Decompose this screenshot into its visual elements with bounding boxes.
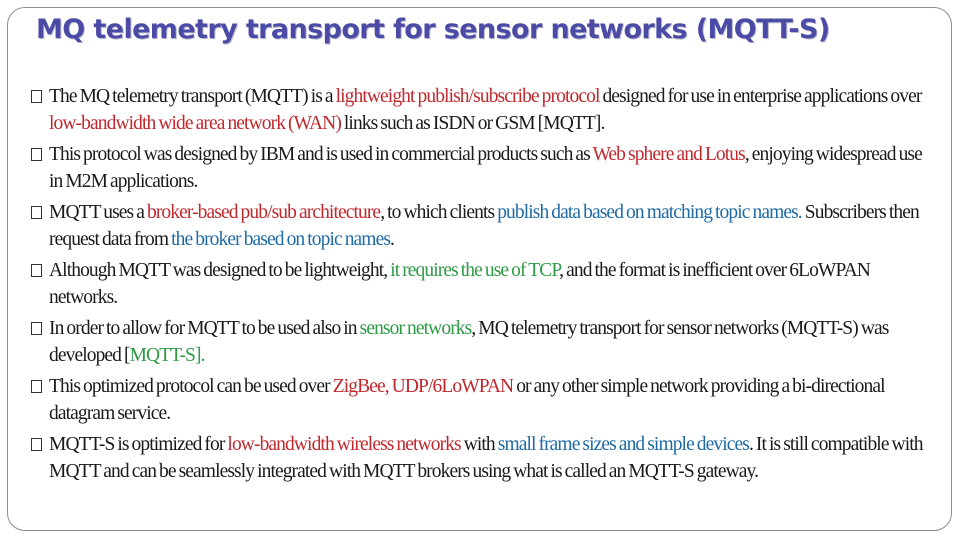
bullet-text: with <box>460 434 498 455</box>
slide-title: MQ telemetry transport for sensor networks (MQTT-S) <box>36 14 830 45</box>
highlighted-text: publish data based on matching topic names. <box>497 202 802 223</box>
bullet-box-icon <box>31 206 42 219</box>
highlighted-text: low-bandwidth wide area network (WAN) <box>49 112 341 134</box>
bullet-text: This protocol was designed by IBM and is used in commercial products such as <box>49 144 593 165</box>
highlighted-text: the broker based on topic names <box>171 228 391 250</box>
bullet-text: , MQ telemetry transport for sensor networks (MQTT-S) was developed [ <box>49 318 889 366</box>
bullet-text: . <box>390 228 395 250</box>
bullet-text: links such as ISDN or GSM [MQTT]. <box>340 112 605 134</box>
highlighted-text: MQTT-S]. <box>129 344 205 366</box>
bullet-text: Although MQTT was designed to be lightweight, <box>49 260 391 281</box>
highlighted-text: it requires the use of TCP <box>390 260 560 281</box>
bullet-item <box>30 432 935 485</box>
bullet-box-icon <box>31 264 42 277</box>
highlighted-text: lightweight publish/subscribe protocol <box>335 86 600 107</box>
highlighted-text: Web sphere and Lotus <box>592 144 745 165</box>
highlighted-text: broker-based pub/sub architecture <box>146 202 381 223</box>
bullet-text: Subscribers then request data from <box>49 202 919 250</box>
bullet-text: This optimized protocol can be used over <box>49 376 333 397</box>
bullet-item <box>30 374 935 427</box>
bullet-item <box>30 142 935 195</box>
highlighted-text: low-bandwidth wireless networks <box>227 434 461 455</box>
bullet-text: or any other simple network providing a bi-directional datagram service. <box>49 376 885 424</box>
bullet-text: designed for use in enterprise applications over <box>599 86 922 107</box>
bullet-item <box>30 200 935 253</box>
bullet-box-icon <box>31 322 42 335</box>
bullet-text: . It is still compatible with MQTT and can be seamlessly integrated with MQTT brokers using what is called an MQTT-S gateway. <box>49 434 923 482</box>
bullet-text: The MQ telemetry transport (MQTT) is a <box>49 86 336 107</box>
highlighted-text: ZigBee, UDP/6LoWPAN <box>332 376 514 397</box>
bullet-text: , enjoying widespread use in M2M applications. <box>49 144 922 192</box>
highlighted-text: sensor networks <box>359 318 472 339</box>
bullet-box-icon <box>31 380 42 393</box>
bullet-item <box>30 316 935 369</box>
bullet-text: , and the format is inefficient over 6LoWPAN networks. <box>49 260 870 308</box>
bullet-text: MQTT uses a <box>49 202 147 223</box>
bullet-item <box>30 84 935 137</box>
bullet-text: , to which clients <box>380 202 498 223</box>
bullet-box-icon <box>31 148 42 161</box>
bullet-text: MQTT-S is optimized for <box>49 434 228 455</box>
bullet-list <box>30 84 935 490</box>
highlighted-text: small frame sizes and simple devices <box>497 434 749 455</box>
bullet-text: In order to allow for MQTT to be used also in <box>49 318 360 339</box>
bullet-item <box>30 258 935 311</box>
bullet-box-icon <box>31 438 42 451</box>
bullet-box-icon <box>31 90 42 103</box>
